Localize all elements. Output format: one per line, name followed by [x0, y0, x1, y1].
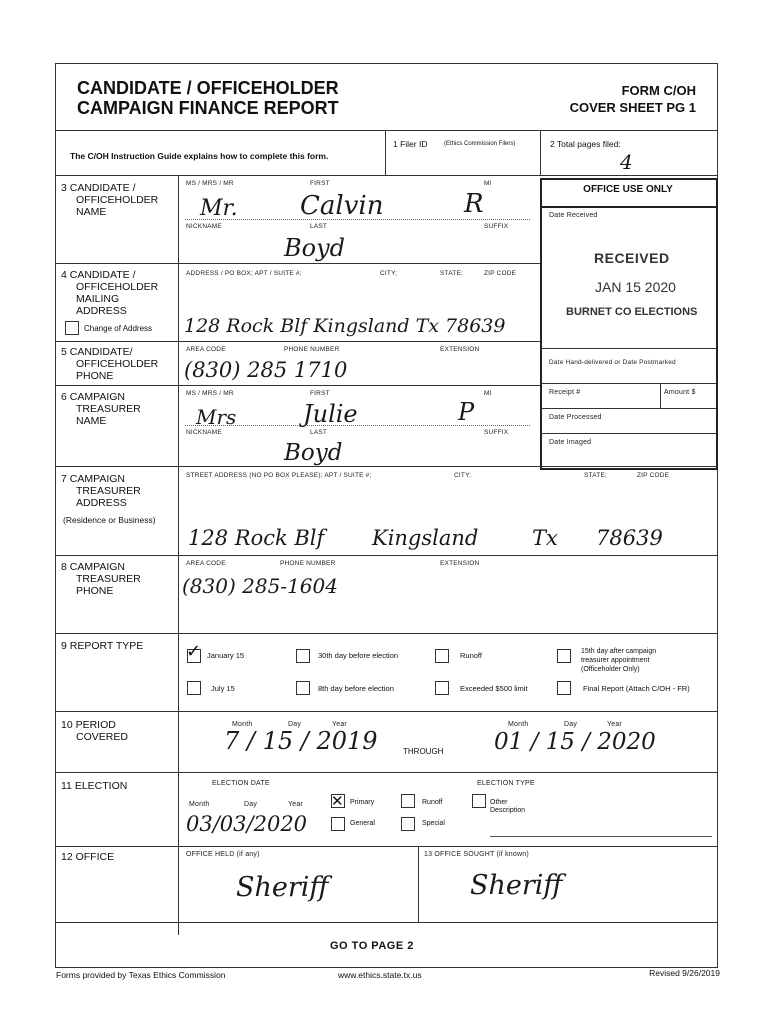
section3-label: OFFICEHOLDER [76, 194, 159, 206]
year-label: Year [332, 721, 347, 728]
footer-website: www.ethics.state.tx.us [338, 970, 422, 980]
section9-label: 9 REPORT TYPE [61, 640, 144, 652]
section6-label: NAME [76, 415, 107, 427]
election-date-field[interactable]: 03/03/2020 [186, 812, 308, 836]
final-report-label: Final Report (Attach C/OH - FR) [583, 684, 690, 693]
treasurer-street-field[interactable]: 128 Rock Blf [188, 526, 325, 550]
divider [55, 633, 717, 634]
change-of-address-label: Change of Address [84, 324, 153, 333]
section5-label: 5 CANDIDATE/ [61, 346, 133, 358]
section4-label: MAILING [76, 293, 120, 305]
phone-number-label: PHONE NUMBER [280, 560, 336, 567]
section8-label: TREASURER [76, 573, 141, 585]
section7-label: 7 CAMPAIGN [61, 473, 125, 485]
15th-day-checkbox[interactable] [557, 649, 571, 663]
section10-label: COVERED [76, 731, 128, 743]
last-label: LAST [310, 223, 328, 230]
area-code-label: AREA CODE [186, 346, 226, 353]
candidate-title-field[interactable]: Mr. [200, 196, 238, 221]
divider [55, 175, 717, 176]
change-of-address-checkbox[interactable] [65, 321, 79, 335]
office-use-title: OFFICE USE ONLY [583, 184, 673, 195]
nickname-label: NICKNAME [186, 223, 222, 230]
received-stamp: RECEIVED [594, 250, 670, 266]
treasurer-last-name-field[interactable]: Boyd [284, 440, 343, 466]
divider [185, 219, 530, 220]
final-report-checkbox[interactable] [557, 681, 571, 695]
candidate-phone-field[interactable]: (830) 285 1710 [184, 358, 348, 382]
total-pages-value[interactable]: 4 [620, 150, 633, 174]
office-use-box [540, 178, 718, 470]
special-label: Special [422, 820, 445, 827]
date-processed-label: Date Processed [549, 414, 602, 421]
divider [540, 206, 716, 208]
received-stamp-date: JAN 15 2020 [595, 279, 676, 295]
zip-label: ZIP CODE [484, 270, 517, 277]
runoff-election-checkbox[interactable] [401, 794, 415, 808]
footer-provider: Forms provided by Texas Ethics Commission [56, 970, 226, 980]
divider [490, 836, 712, 837]
date-imaged-label: Date Imaged [549, 439, 592, 446]
section7-label: TREASURER [76, 485, 141, 497]
divider [540, 433, 716, 434]
general-label: General [350, 820, 375, 827]
form-number: FORM C/OH [621, 83, 696, 98]
instruction-text: The C/OH Instruction Guide explains how to complete this form. [70, 151, 329, 161]
30th-day-checkbox[interactable] [296, 649, 310, 663]
section10-label: 10 PERIOD [61, 719, 116, 731]
general-checkbox[interactable] [331, 817, 345, 831]
section3-label: 3 CANDIDATE / [61, 182, 136, 194]
zip-label: ZIP CODE [637, 472, 670, 479]
runoff-label: Runoff [460, 651, 482, 660]
primary-label: Primary [350, 799, 375, 806]
first-label: FIRST [310, 390, 330, 397]
period-to-field[interactable]: 01 / 15 / 2020 [494, 729, 656, 755]
section3-label: NAME [76, 206, 107, 218]
office-held-field[interactable]: Sheriff [236, 872, 329, 903]
30th-day-label: 30th day before election [318, 651, 399, 660]
8th-day-label: 8th day before election [318, 684, 394, 693]
first-label: FIRST [310, 180, 330, 187]
mi-label: MI [484, 180, 492, 187]
candidate-mi-field[interactable]: R [464, 189, 484, 219]
divider [55, 385, 540, 386]
runoff-election-label: Runoff [422, 799, 443, 806]
office-sought-field[interactable]: Sheriff [470, 870, 563, 901]
election-date-label: ELECTION DATE [212, 780, 270, 787]
divider [540, 383, 716, 384]
day-label: Day [244, 801, 258, 808]
section12-label: 12 OFFICE [61, 851, 115, 863]
divider [540, 348, 716, 349]
description-label: Description [490, 807, 526, 814]
section8-label: 8 CAMPAIGN [61, 561, 125, 573]
form-title-line1: CANDIDATE / OFFICEHOLDER [77, 78, 339, 98]
section4-label: ADDRESS [76, 305, 127, 317]
15th-day-label: (Officeholder Only) [581, 666, 640, 673]
ms-label: MS / MRS / MR [186, 390, 234, 397]
candidate-first-name-field[interactable]: Calvin [300, 191, 384, 221]
section8-label: PHONE [76, 585, 114, 597]
divider [55, 772, 717, 773]
divider [55, 711, 717, 712]
x-mark-icon: ✕ [331, 792, 344, 810]
form-subtitle: COVER SHEET PG 1 [569, 100, 696, 115]
through-label: THROUGH [403, 747, 444, 756]
section11-label: 11 ELECTION [61, 780, 128, 792]
form-title-line2: CAMPAIGN FINANCE REPORT [77, 98, 339, 118]
exceeded-limit-label: Exceeded $500 limit [460, 684, 528, 693]
runoff-checkbox[interactable] [435, 649, 449, 663]
section5-label: PHONE [76, 370, 114, 382]
last-label: LAST [310, 429, 328, 436]
treasurer-mi-field[interactable]: P [458, 398, 475, 426]
date-received-label: Date Received [549, 212, 598, 219]
checkmark-icon: ✓ [186, 641, 202, 662]
day-label: Day [564, 721, 578, 728]
received-stamp-office: BURNET CO ELECTIONS [566, 306, 698, 318]
divider [55, 555, 717, 556]
total-pages-label: 2 Total pages filed: [550, 139, 621, 149]
divider [55, 466, 717, 467]
july15-checkbox[interactable] [187, 681, 201, 695]
month-label: Month [232, 721, 253, 728]
divider [55, 263, 540, 264]
divider [540, 130, 541, 175]
treasurer-phone-field[interactable]: (830) 285-1604 [182, 574, 338, 598]
year-label: Year [288, 801, 303, 808]
divider [660, 383, 661, 408]
divider [55, 341, 540, 342]
candidate-last-name-field[interactable]: Boyd [284, 234, 346, 262]
divider [185, 425, 530, 426]
receipt-label: Receipt # [549, 389, 581, 396]
filer-id-sublabel: (Ethics Commission Filers) [444, 141, 516, 147]
other-election-label: Other [490, 799, 508, 806]
other-election-checkbox[interactable] [472, 794, 486, 808]
period-from-field[interactable]: 7 / 15 / 2019 [224, 727, 378, 755]
divider [55, 846, 717, 847]
january15-label: January 15 [207, 651, 245, 660]
city-label: CITY; [380, 270, 398, 277]
section6-label: 6 CAMPAIGN [61, 391, 125, 403]
day-label: Day [288, 721, 302, 728]
section4-label: 4 CANDIDATE / [61, 269, 136, 281]
divider [540, 408, 716, 409]
street-address-label: STREET ADDRESS (NO PO BOX PLEASE); APT / SUITE #; [186, 472, 372, 479]
special-checkbox[interactable] [401, 817, 415, 831]
nickname-label: NICKNAME [186, 429, 222, 436]
ms-label: MS / MRS / MR [186, 180, 234, 187]
address-label: ADDRESS / PO BOX; APT / SUITE #; [186, 270, 302, 277]
phone-number-label: PHONE NUMBER [284, 346, 340, 353]
section4-label: OFFICEHOLDER [76, 281, 159, 293]
month-label: Month [189, 801, 210, 808]
state-label: STATE; [440, 270, 463, 277]
city-label: CITY; [454, 472, 472, 479]
15th-day-label: treasurer appointment [581, 657, 650, 664]
suffix-label: SUFFIX [484, 223, 509, 230]
footer-revised: Revised 9/26/2019 [649, 968, 720, 978]
go-to-page-2-text: GO TO PAGE 2 [330, 940, 414, 952]
year-label: Year [607, 721, 622, 728]
extension-label: EXTENSION [440, 346, 480, 353]
treasurer-title-field[interactable]: Mrs [196, 405, 237, 429]
exceeded-limit-checkbox[interactable] [435, 681, 449, 695]
election-type-label: ELECTION TYPE [477, 780, 535, 787]
treasurer-zip-field[interactable]: 78639 [596, 526, 663, 550]
8th-day-checkbox[interactable] [296, 681, 310, 695]
section7-label: ADDRESS [76, 497, 127, 509]
july15-label: July 15 [211, 684, 235, 693]
treasurer-city-field[interactable]: Kingsland [372, 526, 479, 550]
month-label: Month [508, 721, 529, 728]
amount-label: Amount $ [664, 389, 696, 396]
treasurer-state-field[interactable]: Tx [532, 526, 558, 550]
office-sought-label: 13 OFFICE SOUGHT (if known) [424, 851, 529, 858]
hand-delivered-label: Date Hand-delivered or Date Postmarked [549, 359, 676, 366]
area-code-label: AREA CODE [186, 560, 226, 567]
suffix-label: SUFFIX [484, 429, 509, 436]
divider [55, 130, 717, 131]
section6-label: TREASURER [76, 403, 141, 415]
divider [418, 846, 419, 922]
section5-label: OFFICEHOLDER [76, 358, 159, 370]
mi-label: MI [484, 390, 492, 397]
office-held-label: OFFICE HELD (if any) [186, 851, 260, 858]
candidate-address-field[interactable]: 128 Rock Blf Kingsland Tx 78639 [184, 315, 506, 337]
treasurer-first-name-field[interactable]: Julie [303, 400, 358, 428]
extension-label: EXTENSION [440, 560, 480, 567]
divider [385, 130, 386, 175]
section7-label: (Residence or Business) [63, 515, 156, 525]
state-label: STATE; [584, 472, 607, 479]
filer-id-label: 1 Filer ID [393, 139, 428, 149]
15th-day-label: 15th day after campaign [581, 648, 657, 655]
divider [55, 922, 717, 923]
